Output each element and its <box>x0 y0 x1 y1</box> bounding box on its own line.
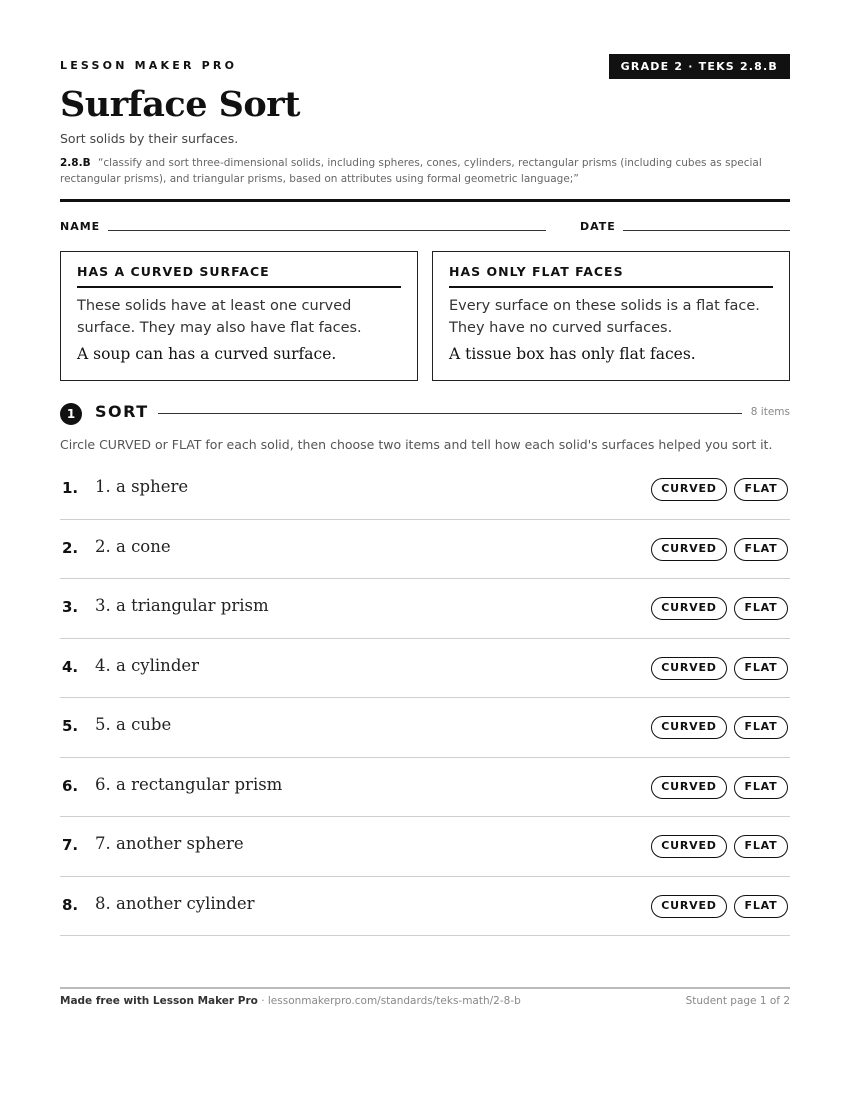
list-item <box>60 460 790 520</box>
card-example: A soup can has a curved surface. <box>77 345 337 363</box>
page-title: Surface Sort <box>60 84 300 125</box>
section-number-badge: 1 <box>60 403 82 425</box>
item-text: 1. a sphere <box>95 477 189 496</box>
item-text: 4. a cylinder <box>95 655 200 675</box>
section-title: SORT <box>95 402 149 421</box>
flat-option-button[interactable]: FLAT <box>734 835 788 858</box>
footer-divider <box>60 987 790 989</box>
standard-text: “classify and sort three-dimensional solids, including spheres, cones, cylinders, rectangular prisms (including cubes as special rectangular prisms), and triangular prisms, based on attributes using formal geometric language;” <box>60 157 762 185</box>
card-description: These solids have at least one curved surface. They may also have flat faces. <box>77 298 362 336</box>
page-subtitle: Sort solids by their surfaces. <box>60 131 239 146</box>
list-item <box>60 520 790 580</box>
section-instructions: Circle CURVED or FLAT for each solid, then choose two items and tell how each solid's surfaces helped you sort it. <box>60 437 773 452</box>
list-item <box>60 817 790 877</box>
curved-option-button[interactable]: CURVED <box>651 716 727 739</box>
curved-option-button[interactable]: CURVED <box>651 895 727 918</box>
flat-option-button[interactable]: FLAT <box>734 716 788 739</box>
grade-badge: GRADE 2 · TEKS 2.8.B <box>609 54 790 79</box>
item-number: 4. <box>62 657 79 676</box>
item-number: 1. <box>62 479 79 497</box>
curved-surface-card <box>60 251 418 381</box>
brand-name: LESSON MAKER PRO <box>60 59 238 72</box>
footer-made-with: Made free with Lesson Maker Pro <box>60 995 258 1007</box>
curved-option-button[interactable]: CURVED <box>651 478 727 501</box>
item-text: 6. a rectangular prism <box>95 774 283 794</box>
date-field[interactable] <box>623 230 790 231</box>
list-item <box>60 698 790 758</box>
curved-option-button[interactable]: CURVED <box>651 538 727 561</box>
item-text: 8. another cylinder <box>95 893 255 913</box>
item-number: 7. <box>62 836 79 854</box>
footer-credit <box>60 995 521 1007</box>
list-item <box>60 639 790 699</box>
curved-option-button[interactable]: CURVED <box>651 835 727 858</box>
name-field[interactable] <box>108 230 546 231</box>
item-number: 3. <box>62 598 79 616</box>
header-divider <box>60 199 790 202</box>
list-item <box>60 579 790 639</box>
item-text: 7. another sphere <box>95 834 244 853</box>
flat-option-button[interactable]: FLAT <box>734 657 788 680</box>
card-title: HAS A CURVED SURFACE <box>77 264 401 288</box>
item-text: 5. a cube <box>95 715 172 734</box>
item-number: 8. <box>62 895 79 914</box>
worksheet-page <box>60 0 790 1100</box>
curved-option-button[interactable]: CURVED <box>651 776 727 799</box>
item-number: 5. <box>62 717 79 735</box>
item-text: 2. a cone <box>95 536 171 556</box>
item-count: 8 items <box>750 406 790 418</box>
flat-option-button[interactable]: FLAT <box>734 895 788 918</box>
flat-option-button[interactable]: FLAT <box>734 776 788 799</box>
footer-url[interactable]: · lessonmakerpro.com/standards/teks-math/2-8-b <box>257 995 521 1007</box>
item-number: 2. <box>62 538 79 557</box>
footer-page-number: Student page 1 of 2 <box>685 995 790 1007</box>
item-number: 6. <box>62 776 79 795</box>
standard-code: 2.8.B <box>60 157 91 169</box>
curved-option-button[interactable]: CURVED <box>651 597 727 620</box>
curved-option-button[interactable]: CURVED <box>651 657 727 680</box>
flat-option-button[interactable]: FLAT <box>734 538 788 561</box>
card-description: Every surface on these solids is a flat face. They have no curved surfaces. <box>449 298 760 336</box>
card-title: HAS ONLY FLAT FACES <box>449 264 773 288</box>
flat-option-button[interactable]: FLAT <box>734 478 788 501</box>
flat-option-button[interactable]: FLAT <box>734 597 788 620</box>
card-example: A tissue box has only flat faces. <box>449 345 696 363</box>
list-item <box>60 758 790 818</box>
item-text: 3. a triangular prism <box>95 596 269 615</box>
standard-description <box>60 155 790 187</box>
list-item <box>60 877 790 937</box>
date-label: DATE <box>580 220 616 233</box>
name-label: NAME <box>60 220 101 233</box>
flat-faces-card <box>432 251 790 381</box>
section-divider <box>158 413 742 414</box>
